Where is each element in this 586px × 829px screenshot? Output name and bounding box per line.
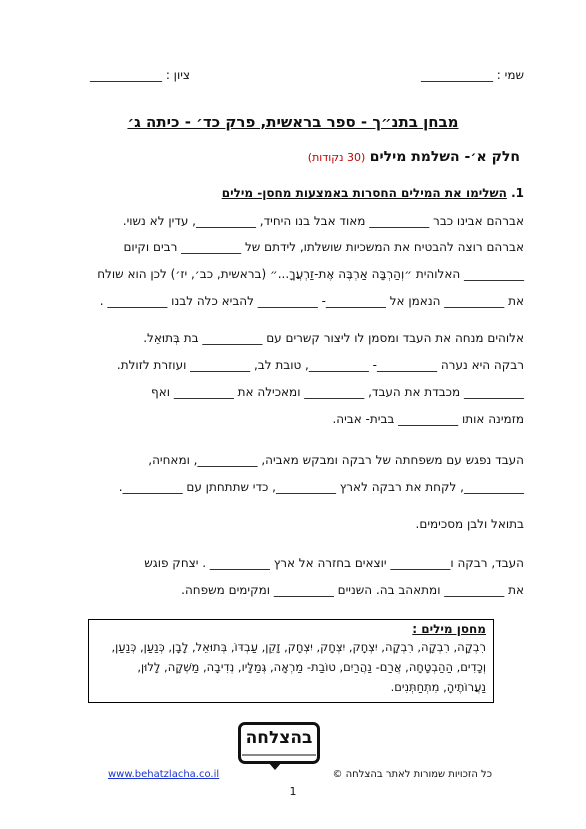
logo-speech-tail-icon [268,762,282,770]
exercise-line: __________, לקחת את רבקה לארץ __________, כדי שתתחתן עם __________. [118,480,524,494]
logo-text: בהצלחה [245,728,313,748]
part-title: חלק א׳- השלמת מילים [369,149,520,165]
question-text: השלימו את המילים החסרות באמצעות מחסן- מילים [221,186,507,200]
exercise-line: את __________ ומתאהב בה. השניים __________ ומקימים משפחה. [181,583,524,597]
exercise-line: אלוהים מנחה את העבד ומסמן לו ליצור קשרים עם __________ בת בְּתוּאֵל. [143,331,524,345]
exercise-line: מזמינה אותו __________ בבית- אביה. [332,412,524,426]
exercise-line: __________ מכבדת את העבד, __________ ומאכילה את __________ ואף [151,385,524,399]
exercise-line: בתואל ולבן מסכימים. [415,517,524,531]
logo-underline [242,754,316,756]
exercise-line: __________ האלוהית ״וְהַרְבָּה אַרְבֶּה אֶת-זַרְעֲךָ...״ (בראשית, כב׳, יז׳) לכן הוא שולח [97,267,524,281]
word-bank-line: רִבְקָה, רִבְקָה, רִבְקָה, יִצְחָק, יִצְחָק, יִצְחָק, זָקֵן, עַבְדּוֹ, בְּתוּאֵל, לָבָן, כְּנַעַן, כְּנַעַן, [111,640,486,654]
exercise-line: את __________ הנאמן אל __________- __________ להביא כלה לבנו __________ . [99,294,524,308]
grade-field: ציון : ____________ [90,68,191,82]
part-heading [308,149,520,165]
exam-title: מבחן בתנ״ך - ספר בראשית, פרק כד׳ - כיתה ג׳ [127,113,459,131]
word-bank-line: וְכָדִים, הַהַבְטָחָה, אֲרַם- נַהֲרַיִם, טוֹבַת- מַרְאָה, גְּמַלָּיו, נְדִיבָה, מַשְׁקָה, לָלוּן, [137,660,486,674]
exercise-line: העבד, רבקה ו__________ יוצאים בחזרה אל ארץ __________ . יצחק פוגש [144,556,524,570]
exercise-line: רבקה היא נערה __________- __________, טובת לב, __________ ועוזרת לזולת. [116,358,524,372]
student-name-field: שמי : ____________ [420,68,524,82]
exercise-line: אברהם רוצה להבטיח את המשכיות שושלתו, לידתם של __________ רבים וקיום [123,240,524,254]
word-bank-title: מחסן מילים : [412,622,486,636]
question-number: 1. [511,186,524,200]
page-number: 1 [289,785,297,798]
website-link[interactable]: www.behatzlacha.co.il [108,769,220,780]
copyright-notice: כל הזכויות שמורות לאתר בהצלחה © [332,769,492,780]
part-points: (30 נקודות) [307,151,366,164]
question-instruction [222,186,524,200]
exercise-line: העבד נפגש עם משפחתה של רבקה ומבקש מאביה, __________, ומאחיה, [148,453,524,467]
exercise-line: אברהם אבינו כבר __________ מאוד אבל בנו היחיד, __________, עדין לא נשוי. [122,214,524,228]
word-bank-line: נַעֲרוֹתֶיהָ, מִתְחַתְּנִים. [390,680,486,694]
